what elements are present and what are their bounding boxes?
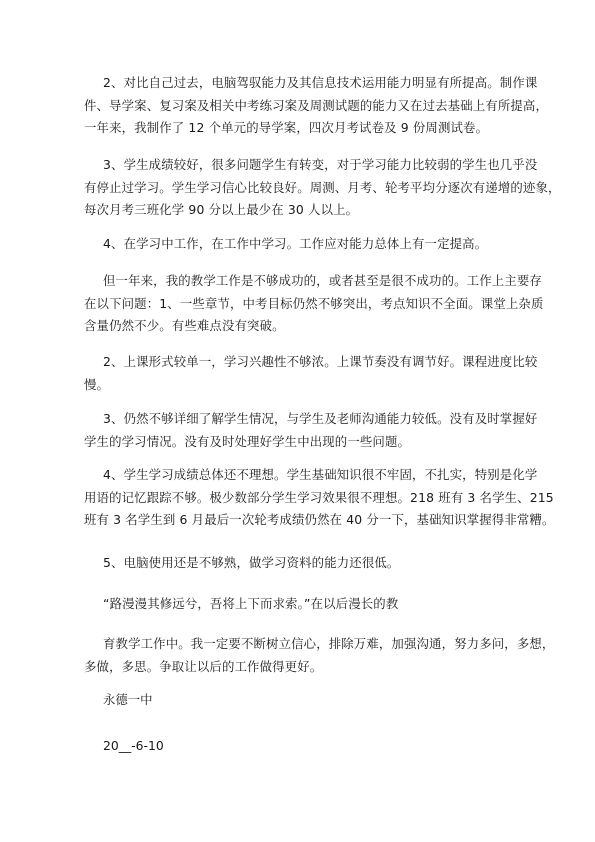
text-line: 一年来，我制作了 12 个单元的导学案，四次月考试卷及 9 份周测试卷。 [84, 120, 489, 135]
text-line: 在以下问题：1、一些章节，中考目标仍然不够突出，考点知识不全面。课堂上杂质 [84, 295, 544, 311]
text-line: 育教学工作中。我一定要不断树立信心，排除万难，加强沟通，努力多问，多想， [103, 636, 555, 651]
text-line: 5、电脑使用还是不够熟，做学习资料的能力还很低。 [103, 555, 400, 570]
text-line: “路漫漫其修远兮，吾将上下而求索。”在以后漫长的教 [103, 596, 399, 611]
date-line: 20__-6-10 [103, 738, 164, 753]
paragraph-computer-usage [84, 552, 514, 575]
paragraph-class-format [84, 351, 538, 396]
paragraph-student-understanding [84, 408, 538, 453]
text-line: 每次月考三班化学 90 分以上最少在 30 人以上。 [84, 202, 359, 217]
paragraph-computer-skills [84, 72, 549, 140]
paragraph-problems-intro [84, 270, 544, 338]
text-line: 件、导学案、复习案及相关中考练习案及周测试题的能力又在过去基础上有所提高， [84, 97, 549, 113]
text-line: 3、仍然不够详细了解学生情况，与学生及老师沟通能力较低。没有及时掌握好 [103, 411, 538, 426]
paragraph-conclusion [84, 633, 555, 678]
paragraph-learning-work [84, 233, 514, 256]
text-line: 但一年来，我的教学工作是不够成功的，或者甚至是很不成功的。工作上主要存 [103, 273, 542, 288]
text-line: 含量仍然不少。有些难点没有突破。 [84, 318, 285, 333]
paragraph-quote [84, 593, 514, 616]
text-line: 有停止过学习。学生学习信心比较良好。周测、月考、轮考平均分逐次有递增的迹象， [84, 179, 561, 195]
paragraph-student-results [84, 154, 561, 222]
text-line: 3、学生成绩较好，很多问题学生有转变，对于学习能力比较弱的学生也几乎没 [103, 157, 538, 172]
text-line: 班有 3 名学生到 6 月最后一次轮考成绩仍然在 40 分一下，基础知识掌握得非常糟。 [84, 512, 555, 527]
school-name: 永德一中 [103, 692, 153, 707]
text-line: 2、上课形式较单一，学习兴趣性不够浓。上课节奏没有调节好。课程进度比较 [103, 354, 538, 369]
text-line: 慢。 [84, 376, 110, 392]
text-line: 4、学生学习成绩总体还不理想。学生基础知识很不牢固，不扎实，特别是化学 [103, 467, 538, 482]
text-line: 2、对比自己过去，电脑驾驭能力及其信息技术运用能力明显有所提高。制作课 [103, 75, 538, 90]
text-line: 用语的记忆跟踪不够。极少数部分学生学习效果很不理想。218 班有 3 名学生、215 [84, 489, 554, 505]
text-line: 4、在学习中工作，在工作中学习。工作应对能力总体上有一定提高。 [103, 236, 488, 251]
text-line: 多做，多思。争取让以后的工作做得更好。 [84, 658, 323, 674]
text-line: 学生的学习情况。没有及时处理好学生中出现的一些问题。 [84, 433, 411, 449]
paragraph-student-scores [84, 464, 555, 532]
